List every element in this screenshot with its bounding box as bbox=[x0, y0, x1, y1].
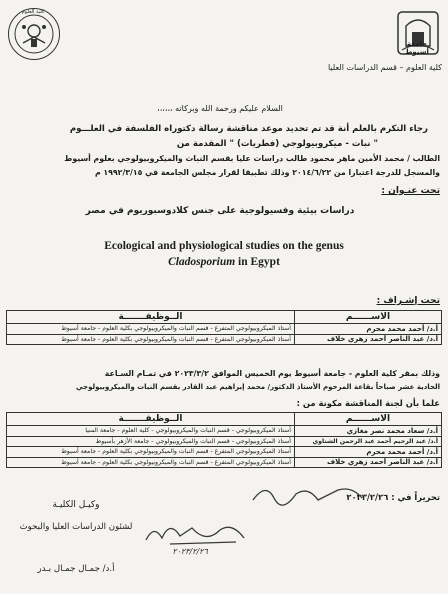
vice-dean-name: أ.د/ جمـال جمـال بـدر bbox=[37, 564, 115, 574]
table-row bbox=[7, 457, 442, 468]
request-line-2: " نبات - ميكروبيولوجي (فطريات) " المقدمة من bbox=[176, 139, 378, 149]
department-line: كلية العلوم – قسم الدراسات العليا bbox=[327, 63, 442, 72]
supervision-col-job: الــوظيفـــــــة bbox=[7, 311, 295, 324]
supervisor-job: أستاذ الميكروبيولوجي المتفرغ - قسم النبات والميكروبيولوجي بكلية العلوم - جامعة أسيوط bbox=[7, 334, 295, 345]
request-line-1: رجاء التكرم بالعلم أنة قد تم تحديد موعد مناقشة رسالة دكتوراه الفلسفة في العلـــوم bbox=[69, 124, 428, 134]
request-line-3: الطالب / محمد الأمين ماهر محمود طالب دراسات عليا بقسم النبات والميكروبيولوجي بعلوم أسيوط bbox=[64, 154, 440, 163]
issue-date: تحريراً في : ٢٠٢٣/٢/٢٦ bbox=[346, 492, 440, 502]
member-job: أستاذ الميكروبيولوجي - قسم النبات والميكروبيولوجي - جامعة الأزهر بأسيوط bbox=[7, 436, 295, 447]
request-line-4: والمسجل للدرجة اعتبارا من ٢٠١٤/٦/٢٢ وذلك تطبيقا لقرار مجلس الجامعة في ١٩٩٢/٣/١٥ م bbox=[94, 168, 440, 177]
table-row bbox=[7, 426, 442, 437]
member-name: أ.د/ عبد الناصر أحمد زهري خلاف bbox=[295, 457, 442, 468]
logo-caption: كلية العلوم bbox=[21, 9, 45, 15]
committee-table bbox=[6, 412, 442, 468]
defense-line-3: علما بأن لجنة المناقشة مكونة من : bbox=[296, 398, 440, 408]
committee-col-name: الاســــــم bbox=[295, 413, 442, 426]
title-arabic: دراسات بيئية وفسيولوجية على جنس كلادوسبوريوم في مصر bbox=[85, 206, 355, 216]
supervisor-name: أ.د/ عبد الناصر أحمد زهري خلاف bbox=[295, 334, 442, 345]
table-row bbox=[7, 334, 442, 345]
member-job: أستاذ الميكروبيولوجي المتفرغ - قسم النبات والميكروبيولوجي بكلية العلوم - جامعة أسيوط bbox=[7, 447, 295, 458]
defense-line-2: الحادية عشر صباحاً بقاعة المرحوم الأستاذ الدكتور/ محمد إبراهيم عبد القادر بقسم النبات والميكروبيولوجي bbox=[75, 383, 440, 391]
title-english-line1: Ecological and physiological studies on the genus bbox=[104, 240, 344, 252]
supervision-col-name: الاســــــم bbox=[295, 311, 442, 324]
genus-name: Cladosporium bbox=[168, 256, 236, 268]
member-name: أ.د/ عبد الرحيم أحمد عبد الرحمن الشناوي bbox=[295, 436, 442, 447]
handwritten-date: ٢٠٢٣/٢/٢٦ bbox=[172, 547, 208, 556]
member-job: أستاذ الميكروبيولوجي - قسم النبات والميكروبيولوجي - كلية العلوم - جامعة المنيا bbox=[7, 426, 295, 437]
title-english-suffix: in Egypt bbox=[235, 256, 280, 268]
defense-line-1: وذلك بمقر كلية العلوم - جامعة أسيوط يوم الخميس الموافق ٢٠٢٣/٣/٢ في تمـام السـاعة bbox=[104, 369, 440, 378]
vice-dean-signature bbox=[140, 516, 250, 550]
committee-col-job: الــوظيفـــــــة bbox=[7, 413, 295, 426]
committee-header-row bbox=[7, 413, 442, 426]
supervision-header-row bbox=[7, 311, 442, 324]
emblem-text: جامعة أسيوط bbox=[405, 40, 429, 56]
supervisor-job: أستاذ الميكروبيولوجي المتفرغ - قسم النبات والميكروبيولوجي بكلية العلوم - جامعة أسيوط bbox=[7, 324, 295, 335]
table-row bbox=[7, 436, 442, 447]
table-row bbox=[7, 447, 442, 458]
title-english-line2 bbox=[0, 256, 448, 268]
faculty-logo bbox=[8, 8, 60, 60]
supervision-table bbox=[6, 310, 442, 345]
title-label: تحت عنـوان : bbox=[381, 186, 440, 196]
member-job: أستاذ الميكروبيولوجي المتفرغ - قسم النبات والميكروبيولوجي بكلية العلوم - جامعة أسيوط bbox=[7, 457, 295, 468]
greeting: السلام عليكم ورحمة الله وبركاته ،،،،،، bbox=[157, 104, 283, 113]
table-row bbox=[7, 324, 442, 335]
member-name: أ.د/ أحمد محمد محرم bbox=[295, 447, 442, 458]
member-name: أ.د/ سعاد محمد نصر مغازي bbox=[295, 426, 442, 437]
handwritten-signature-top bbox=[248, 480, 368, 510]
vice-dean-subtitle: لشئون الدراسات العليا والبحوث bbox=[19, 522, 133, 532]
vice-dean-title: وكيـل الكليـة bbox=[52, 500, 100, 510]
supervisor-name: أ.د/ أحمد محمد محرم bbox=[295, 324, 442, 335]
supervision-label: تحت إشـراف : bbox=[376, 296, 440, 306]
